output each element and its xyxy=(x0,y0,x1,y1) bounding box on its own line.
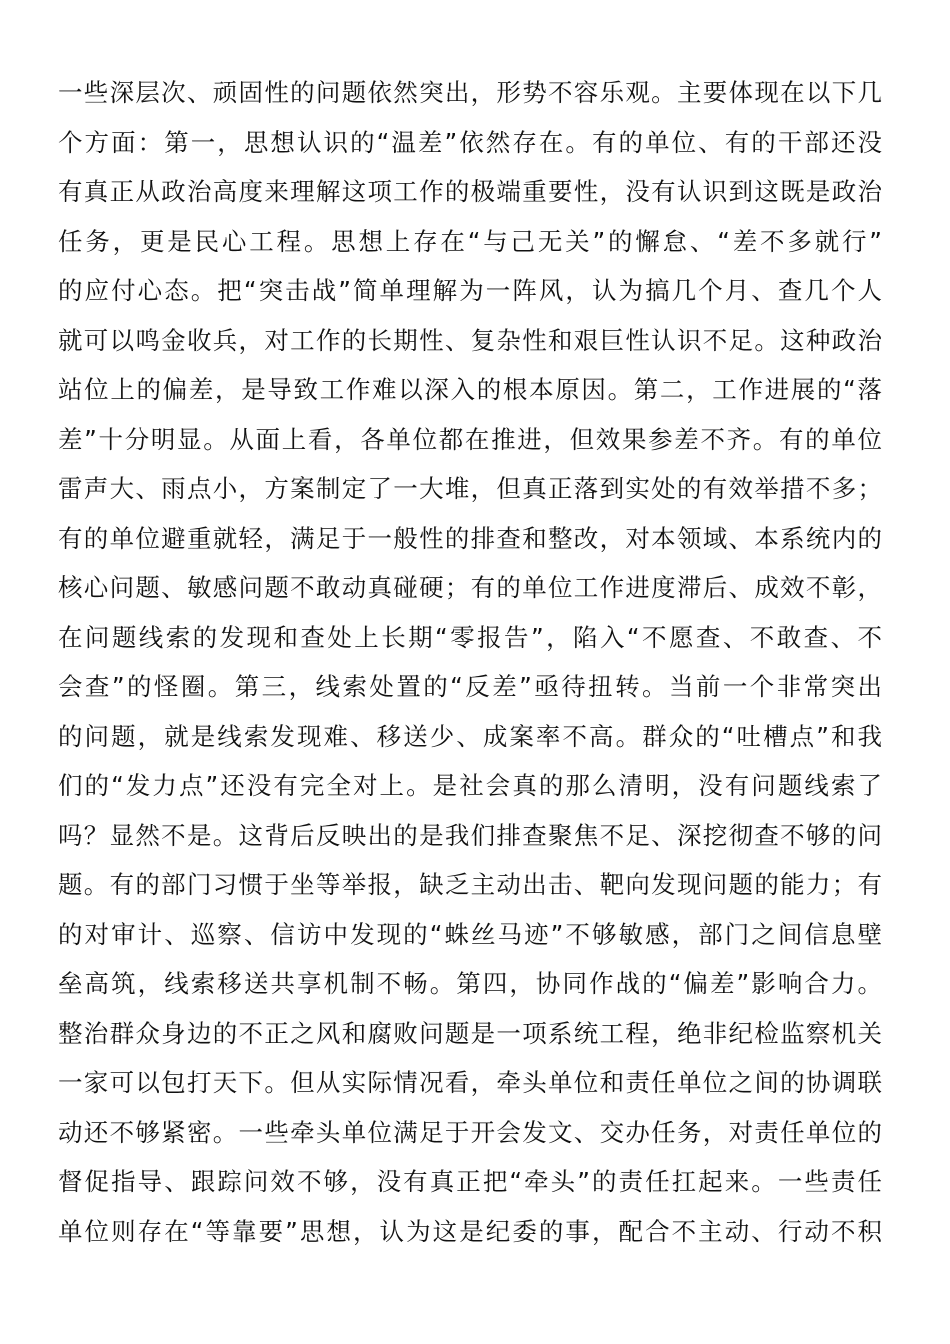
text-line: 的应付心态。把“突击战”简单理解为一阵风，认为搞几个月、查几个人 xyxy=(58,276,882,305)
text-line: 差”十分明显。从面上看，各单位都在推进，但效果参差不齐。有的单位 xyxy=(58,424,882,454)
text-line: 在问题线索的发现和查处上长期“零报告”，陷入“不愿查、不敢查、不 xyxy=(58,622,882,652)
text-line: 整治群众身边的不正之风和腐败问题是一项系统工程，绝非纪检监察机关 xyxy=(58,1018,882,1048)
text-line: 单位则存在“等靠要”思想，认为这是纪委的事，配合不主动、行动不积 xyxy=(58,1216,882,1246)
text-line: 任务，更是民心工程。思想上存在“与己无关”的懈怠、“差不多就行” xyxy=(58,226,882,256)
text-line: 会查”的怪圈。第三，线索处置的“反差”亟待扭转。当前一个非常突出 xyxy=(58,672,882,701)
text-line: 吗？显然不是。这背后反映出的是我们排查聚焦不足、深挖彻查不够的问 xyxy=(58,820,882,850)
body-paragraph xyxy=(58,68,882,1256)
text-line: 个方面：第一，思想认识的“温差”依然存在。有的单位、有的干部还没 xyxy=(58,127,882,157)
text-line: 们的“发力点”还没有完全对上。是社会真的那么清明，没有问题线索了 xyxy=(58,771,882,800)
text-line: 一些深层次、顽固性的问题依然突出，形势不容乐观。主要体现在以下几 xyxy=(58,78,882,107)
text-line: 雷声大、雨点小，方案制定了一大堆，但真正落到实处的有效举措不多； xyxy=(58,474,882,503)
text-line: 就可以鸣金收兵，对工作的长期性、复杂性和艰巨性认识不足。这种政治 xyxy=(58,325,882,355)
text-line: 一家可以包打天下。但从实际情况看，牵头单位和责任单位之间的协调联 xyxy=(58,1068,882,1097)
text-line: 站位上的偏差，是导致工作难以深入的根本原因。第二，工作进展的“落 xyxy=(58,375,882,404)
text-line: 有的单位避重就轻，满足于一般性的排查和整改，对本领域、本系统内的 xyxy=(58,523,882,553)
text-line: 核心问题、敏感问题不敢动真碰硬；有的单位工作进度滞后、成效不彰， xyxy=(58,573,882,602)
text-line: 有真正从政治高度来理解这项工作的极端重要性，没有认识到这既是政治 xyxy=(58,177,882,206)
text-line: 的对审计、巡察、信访中发现的“蛛丝马迹”不够敏感，部门之间信息壁 xyxy=(58,919,882,949)
text-line: 题。有的部门习惯于坐等举报，缺乏主动出击、靶向发现问题的能力；有 xyxy=(58,870,882,899)
text-line: 动还不够紧密。一些牵头单位满足于开会发文、交办任务，对责任单位的 xyxy=(58,1117,882,1147)
text-line: 的问题，就是线索发现难、移送少、成案率不高。群众的“吐槽点”和我 xyxy=(58,721,882,751)
text-line: 督促指导、跟踪问效不够，没有真正把“牵头”的责任扛起来。一些责任 xyxy=(58,1167,882,1196)
text-line: 垒高筑，线索移送共享机制不畅。第四，协同作战的“偏差”影响合力。 xyxy=(58,969,882,998)
